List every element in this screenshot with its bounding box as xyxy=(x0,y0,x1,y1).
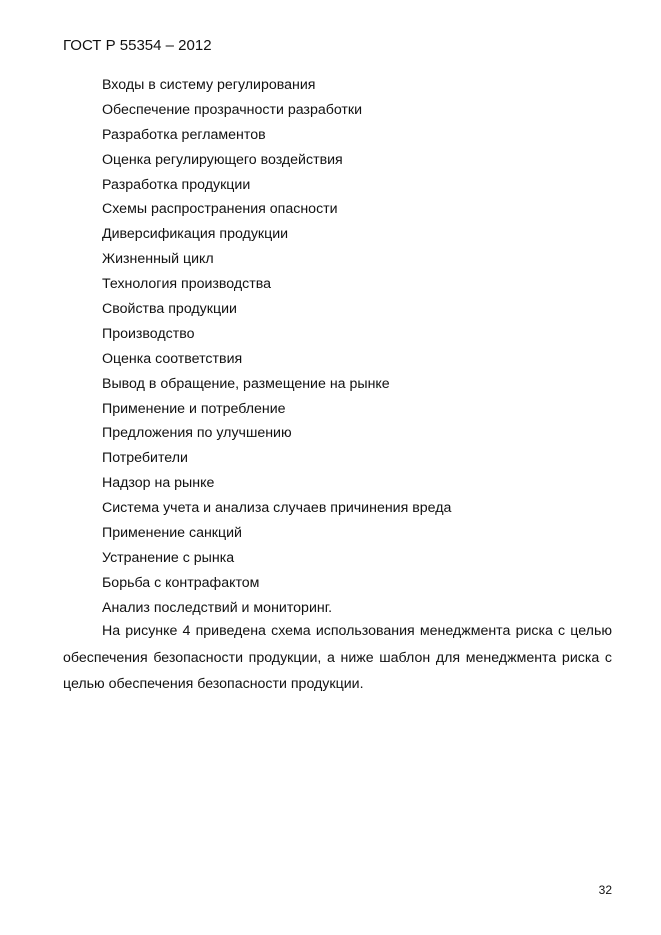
item-list xyxy=(102,73,451,621)
list-item: Производство xyxy=(102,325,195,342)
list-item: Входы в систему регулирования xyxy=(102,77,316,93)
list-item: Потребители xyxy=(102,450,188,467)
list-item: Надзор на рынке xyxy=(102,475,215,492)
list-item: Диверсификация продукции xyxy=(102,226,289,243)
list-item: Свойства продукции xyxy=(102,301,237,318)
page-number: 32 xyxy=(598,883,612,897)
list-item: Схемы распространения опасности xyxy=(102,201,338,218)
list-item: Применение санкций xyxy=(102,525,242,542)
list-item: Обеспечение прозрачности разработки xyxy=(102,101,363,118)
list-item: Технология производства xyxy=(102,276,271,293)
body-paragraph: На рисунке 4 приведена схема использования менеджмента риска с целью обеспечения безопасности продукции, а ниже шаблон для менеджмента риска с целью обеспечения безопасности продукции. xyxy=(63,623,612,692)
list-item: Предложения по улучшению xyxy=(102,425,292,442)
list-item: Система учета и анализа случаев причинения вреда xyxy=(102,500,452,517)
list-item: Анализ последствий и мониторинг. xyxy=(102,599,333,616)
list-item: Оценка регулирующего воздействия xyxy=(102,151,343,168)
list-item: Вывод в обращение, размещение на рынке xyxy=(102,375,390,392)
list-item: Оценка соответствия xyxy=(102,350,243,367)
list-item: Устранение с рынка xyxy=(102,549,235,566)
list-item: Разработка продукции xyxy=(102,176,251,193)
list-item: Жизненный цикл xyxy=(102,251,214,268)
document-header: ГОСТ Р 55354 – 2012 xyxy=(63,37,212,54)
list-item: Разработка регламентов xyxy=(102,126,266,143)
list-item: Борьба с контрафактом xyxy=(102,574,260,591)
list-item: Применение и потребление xyxy=(102,400,286,417)
